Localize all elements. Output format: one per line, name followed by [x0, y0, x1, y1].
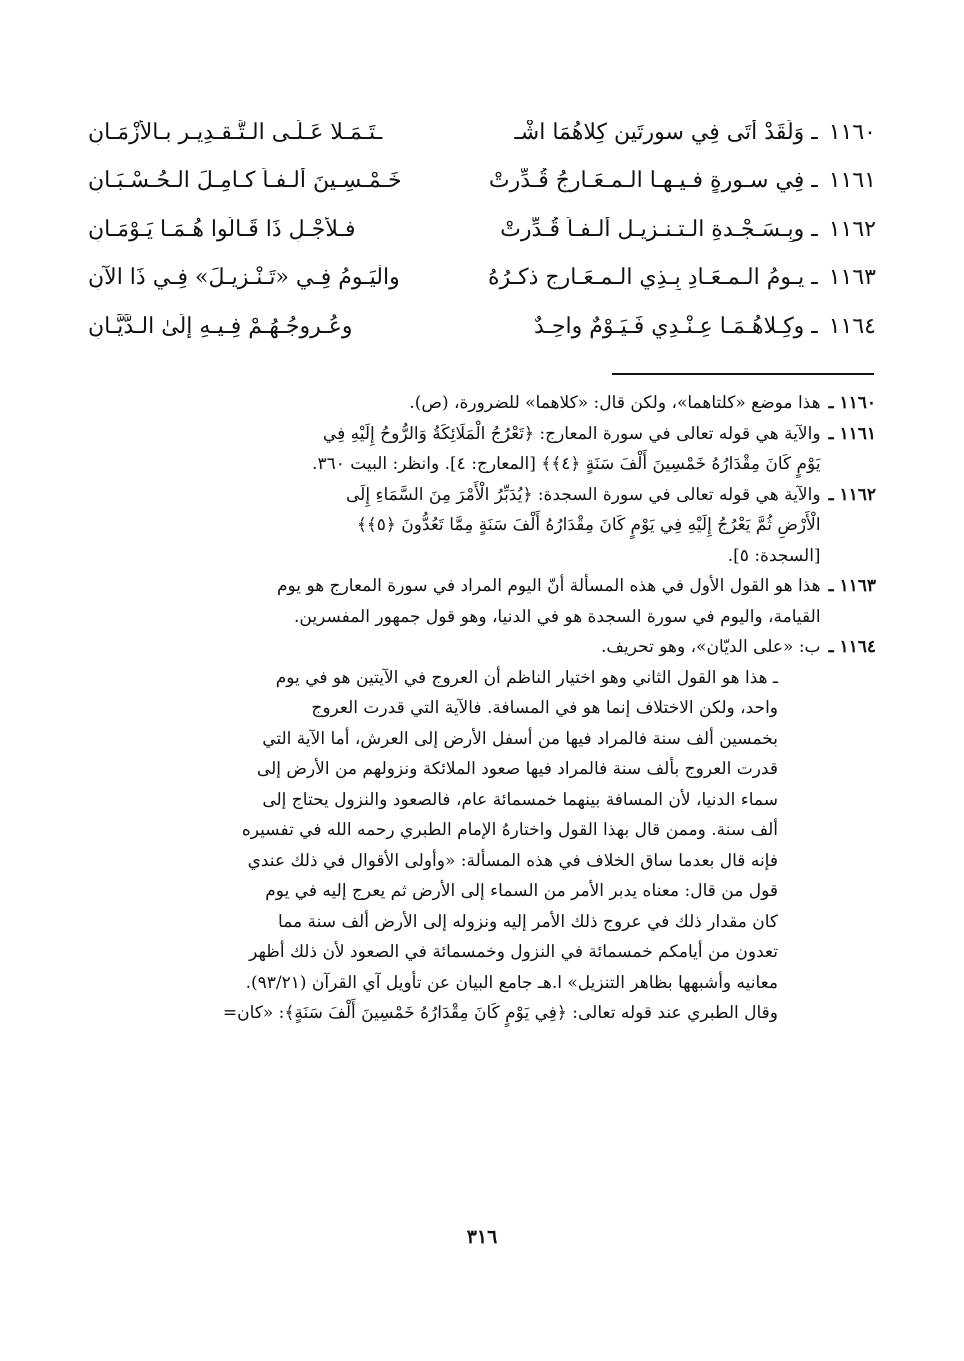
footnote-text — [88, 632, 821, 663]
footnote-line: ب: «على الديّان»، وهو تحريف. — [600, 637, 821, 657]
commentary-line: ـ هذا هو القول الثاني وهو اختيار الناظم أن العروج في الآيتين هو في يوم — [275, 667, 778, 688]
footnote — [88, 571, 876, 632]
footnote-number: ١١٦٢ ـ — [828, 484, 876, 505]
poem-verses — [88, 108, 876, 351]
footnote-line: القيامة، واليوم في سورة السجدة هو في الدنيا، وهو قول جمهور المفسرين. — [294, 606, 821, 627]
footnote-text — [88, 388, 821, 419]
footnotes — [88, 388, 876, 1029]
verse-number: ١١٦٣ — [828, 265, 876, 291]
footnote-text — [88, 480, 821, 572]
verse-number: ١١٦١ — [828, 168, 876, 194]
verse-second-hemistich: وعُـروجُـهُـمْ فِـيـهِ إلَىٰ الـدَّيَّـانِ — [88, 313, 353, 339]
verse-row — [88, 157, 876, 206]
verse-number: ١١٦٠ — [828, 119, 876, 145]
commentary-line: تعدون من أيامكم خمسمائة في النزول وخمسمائة في الصعود لأن ذلك أظهر — [249, 942, 778, 962]
verse-row — [88, 108, 876, 157]
footnote-number: ١١٦١ ـ — [828, 423, 876, 444]
verse-row — [88, 205, 876, 254]
footnote-line: هذا موضع «كلتاهما»، ولكن قال: «كلاهما» للضرورة، (ص). — [409, 393, 821, 413]
verse-second-hemistich: فـلأجْـلِ ذَا قَـالُوا هُـمَـا يَـوْمَـانِ — [88, 216, 356, 242]
footnote-line: والآية هي قوله تعالى في سورة المعارج: ﴿تَعْرُجُ الْمَلَائِكَةُ وَالرُّوحُ إِلَيْهِ فِي — [322, 423, 821, 444]
verse-row — [88, 254, 876, 303]
commentary-line: كان مقدار ذلك في عروج ذلك الأمر إليه ونزوله إلى الأرض ألف سنة مما — [278, 911, 778, 932]
verse-first-text: وبِـسَـجْـدةِ الـتـنـزيـل ألـفـاً قُـدِّرتْ — [500, 216, 805, 242]
commentary-line: قول من قال: معناه يدبر الأمر من السماء إلى الأرض ثم يعرج إليه في يوم — [265, 881, 778, 901]
footnote-line: يَوْمٍ كَانَ مِقْدَارُهُ خَمْسِينَ أَلْفَ سَنَةٍ ﴿٤﴾﴾ [المعارج: ٤]. وانظر: البيت ٣٦٠. — [312, 454, 821, 474]
commentary-block — [88, 663, 876, 1029]
footnote — [88, 419, 876, 480]
verse-first-hemistich: ١١٦٤ ـ وكِـلاهُـمَـا عِـنْـدِي فَـيَـوْمٌ واحِـدٌ — [533, 313, 876, 339]
verse-second-hemistich: خَـمْـسِـينَ ألـفـاً كـامِـلَ الـحُـسْـبَـانِ — [88, 168, 402, 194]
verse-second-hemistich: ـتَـمَـلا عَـلَـى الـتَّـقـدِيـر بـالأزْمَـانِ — [88, 119, 383, 145]
footnote-separator — [612, 373, 874, 375]
verse-first-hemistich: ١١٦٢ ـ وبِـسَـجْـدةِ الـتـنـزيـل ألـفـاً قُـدِّرتْ — [500, 216, 876, 242]
footnote-text — [88, 571, 821, 632]
footnote-number: ١١٦٤ ـ — [828, 637, 876, 657]
verse-first-text: فِي سـورةٍ فـيـهـا الـمـعَـارجُ قُـدِّرتْ — [488, 168, 805, 194]
footnote — [88, 388, 876, 419]
commentary-line: معانيه وأشبهها بظاهر التنزيل» ا.هـ جامع البيان عن تأويل آي القرآن (٩٣/٢١). — [245, 972, 778, 993]
commentary-line: واحد، ولكن الاختلاف إنما هو في المسافة. فالآية التي قدرت العروج — [311, 698, 778, 718]
verse-first-hemistich: ١١٦١ ـ فِي سـورةٍ فـيـهـا الـمـعَـارجُ قُـدِّرتْ — [488, 168, 876, 194]
commentary-line: ألف سنة. وممن قال بهذا القول واختارهُ الإمام الطبري رحمه الله في تفسيره — [241, 820, 778, 840]
commentary-line: فإنه قال بعدما ساق الخلاف في هذه المسألة: «وأولى الأقوال في ذلك عندي — [247, 850, 778, 871]
footnote-text — [88, 419, 821, 480]
footnote-line: والآية هي قوله تعالى في سورة السجدة: ﴿يُدَبِّرُ الْأَمْرَ مِنَ السَّمَاءِ إِلَى — [345, 484, 821, 505]
footnote-line: [السجدة: ٥]. — [727, 545, 821, 566]
footnote — [88, 480, 876, 572]
verse-first-text: وَلَقَدْ أَتَى فِي سورتَينِ كِلاهُمَا اشْـ — [514, 119, 805, 145]
page-number: ٣١٦ — [466, 1226, 498, 1248]
verse-second-hemistich: والْيَـومُ فِـي «تَـنْـزِيـلَ» فِـي ذَا الآنِ — [88, 265, 400, 291]
commentary-line: قدرت العروج بألف سنة فالمراد فيها صعود الملائكة ونزولهم من الأرض إلى — [256, 759, 778, 779]
verse-first-text: يـومُ الـمـعَـادِ بِـذِي الـمـعَـارجِ ذكـرُهُ — [488, 265, 805, 291]
commentary-line: سماء الدنيا، لأن المسافة بينهما خمسمائة عام، فالصعود والنزول يحتاج إلى — [262, 789, 778, 810]
commentary-line: بخمسين ألف سنة فالمراد فيها من أسفل الأرض إلى العرش، أما الآية التي — [262, 728, 778, 749]
footnote-number: ١١٦٠ ـ — [828, 393, 876, 413]
footnote-number: ١١٦٣ ـ — [828, 576, 876, 596]
verse-first-text: وكِـلاهُـمَـا عِـنْـدِي فَـيَـوْمٌ واحِـدٌ — [533, 313, 805, 339]
verse-number: ١١٦٢ — [828, 216, 876, 242]
commentary-line: وقال الطبري عند قوله تعالى: ﴿فِي يَوْمٍ كَانَ مِقْدَارُهُ خَمْسِينَ أَلْفَ سَنَةٍ﴾: «كان= — [222, 1003, 778, 1023]
footnote-line: هذا هو القول الأول في هذه المسألة أنّ اليوم المراد في سورة المعارج هو يوم — [277, 576, 821, 596]
footnote-line: الْأَرْضِ ثُمَّ يَعْرُجُ إِلَيْهِ فِي يَوْمٍ كَانَ مِقْدَارُهُ أَلْفَ سَنَةٍ مِمَّا تَعُدُّونَ ﴿٥﴾﴾ — [356, 515, 821, 535]
verse-number: ١١٦٤ — [828, 313, 876, 339]
verse-row — [88, 302, 876, 351]
verse-first-hemistich: ١١٦٠ ـ وَلَقَدْ أَتَى فِي سورتَينِ كِلاهُمَا اشْـ — [514, 119, 876, 145]
verse-first-hemistich: ١١٦٣ ـ يـومُ الـمـعَـادِ بِـذِي الـمـعَـارجِ ذكـرُهُ — [488, 265, 876, 291]
footnote — [88, 632, 876, 663]
